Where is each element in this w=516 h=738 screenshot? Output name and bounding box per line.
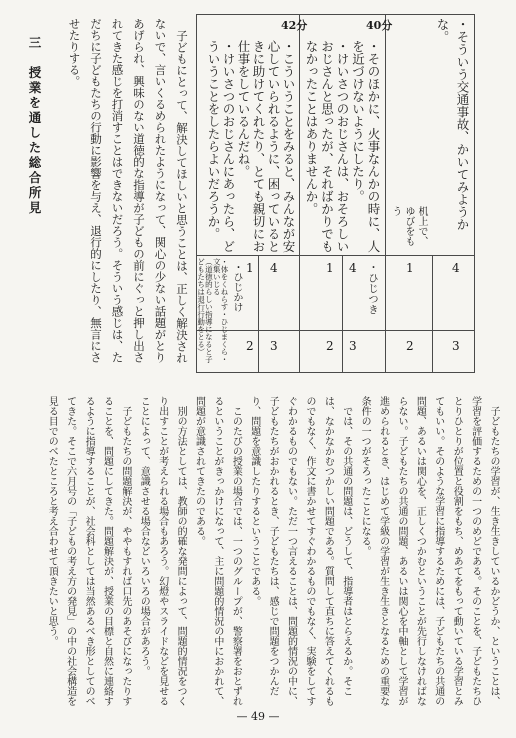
count-value: 3 bbox=[349, 339, 357, 353]
count-value: 1 bbox=[406, 261, 414, 275]
time-label-40min: 40分 bbox=[366, 19, 393, 32]
body-paragraph: では、その共通の問題は、どうして、指導者はとらえるか。そこは、なかなかむつかしい問題である。質問して直ちに答えてくれるものでもなく、作文に書かせてすぐわかるものでもなく、実験をしてすぐわかるものでもない。ただ一つ言えることは、問題的情況の中に、子どもたちがおかれるとき、子どもたちは、感じで問題をつかんだり、問題を意識したりするということである。 bbox=[248, 396, 352, 706]
count-value: 4 bbox=[270, 261, 278, 275]
table-row-rule-upper bbox=[196, 255, 475, 256]
table-row-rule-lower bbox=[196, 330, 475, 331]
count-value: 1 bbox=[326, 261, 334, 275]
table-top-rule bbox=[196, 14, 475, 15]
table-col2-behavior bbox=[364, 262, 380, 324]
observer-note: （道徳的らしい指導になると子どもたちは退行行動をとる） bbox=[196, 258, 214, 363]
body-paragraph: 子どもたちの問題解決が、ややもすれば口先のあそびになったりすることを、問題にしてきた。問題解決が、授業の目標と自然に連絡するように指導することが、社会科としては当然あるべき形としてのべてきた。そこで六月号の「子どもの考え方の発見」の中の社会構造を見る目でのべたところと考え合わせて頂きたいと思う。 bbox=[46, 396, 131, 706]
table-bottom-rule bbox=[196, 372, 475, 373]
table-divider-42min bbox=[299, 14, 300, 373]
section-heading-text: 三 授業を通した総合所見 bbox=[27, 36, 42, 216]
table-col1-behavior bbox=[390, 206, 428, 254]
count-value: 2 bbox=[246, 339, 254, 353]
table-col2-remarks bbox=[301, 40, 381, 254]
remark-text: ・けいさつのおじさんにあったら、どういうことをしたらよいだろうか。 bbox=[206, 40, 236, 253]
count-divider-col2 bbox=[342, 255, 343, 373]
count-divider-col3 bbox=[258, 255, 259, 373]
commentary-paragraph: 子どもにとって、解決してほしいと思うことは、正しく解決されないで、言いくるめられたようになって、関心の少ない話題がとりあげられ、興味のない道徳的な指導が子どもの前にぐっと押し出されてきた感じを打消すことはできないだろう。そういう感じは、ただちに子どもたちの行動に影響を与え、退行的にしたり、無言にさせたりする。 bbox=[67, 18, 189, 363]
count-value: 2 bbox=[406, 339, 414, 353]
remark-text: ・そういう交通事故、かいてみようかな。 bbox=[435, 18, 470, 231]
page-number: — 49 — bbox=[236, 710, 280, 723]
table-col3-remarks bbox=[200, 40, 296, 254]
body-paragraph: 別の方法としては、教師の的確な発問によって、問題的情況をつくり出すことが考えられる場合もあろう。幻燈やスライドなどを見せることによって、意識させる場合などいろいろの場合があろう。 bbox=[138, 396, 187, 706]
body-paragraph: 子どもたちの学習が、生き生きしているかどうか、ということは、学習を評価するための一つのめどである。そのことを、子どもたちひとりひとりが位置と役割をもち、めあてをもって動いている学習とみてもいい。そのような学習に指導するためには、子どもたちの共通の問題、あるいは関心を、正しくつかむということが先行しなければならない。子どもたちの共通の問題、あるいは関心を中軸として学習が進められるとき、はじめて学級の学習が生き生きとなるための重要な条件の一つがそろったことになる。 bbox=[359, 396, 499, 706]
table-col3-behavior bbox=[229, 262, 243, 324]
behavior-text: 机上で、ゆびをもう bbox=[390, 206, 427, 246]
remark-text: ・けいさつのおじさんは、おそろしいおじさんと思ったが、そればかりでもなかったことはありませんか。 bbox=[304, 40, 350, 253]
count-value: 3 bbox=[452, 339, 460, 353]
count-divider-col1 bbox=[432, 255, 433, 373]
table-col3-behavior-notes bbox=[197, 258, 228, 370]
count-value: 4 bbox=[452, 261, 460, 275]
body-paragraph: このたびの授業の場合では、一つのグループが、警察署をおとずれるということがきっかけになって、主に問題的情況の中におかれて、問題が意識されてきたのである。 bbox=[193, 396, 242, 706]
behavior-text: ・ひじつき bbox=[367, 262, 379, 315]
table-commentary bbox=[54, 18, 192, 370]
table-col1-remarks bbox=[430, 18, 472, 252]
table-divider-40min bbox=[385, 14, 386, 373]
section-heading bbox=[22, 36, 44, 246]
remark-text: ・こういうことをみると、みんなが安心していられるように、困っているときに助けてくれたり、とても親切にお仕事をしているんだね。 bbox=[236, 40, 296, 253]
behavior-text: ・ひじかけ bbox=[231, 262, 242, 312]
time-label-42min: 42分 bbox=[281, 19, 308, 32]
count-value: 4 bbox=[349, 261, 357, 275]
remark-text: ・そのほかに、火事なんかの時に、人を近づけないようにしたり。 bbox=[350, 40, 381, 253]
section-body bbox=[40, 396, 502, 706]
table-right-border bbox=[474, 14, 475, 373]
count-value: 3 bbox=[270, 339, 278, 353]
count-value: 2 bbox=[326, 339, 334, 353]
behavior-extra-text: ・体をくねらす・ひじまくら・文集いじる bbox=[212, 258, 229, 363]
count-value: 1 bbox=[246, 261, 254, 275]
